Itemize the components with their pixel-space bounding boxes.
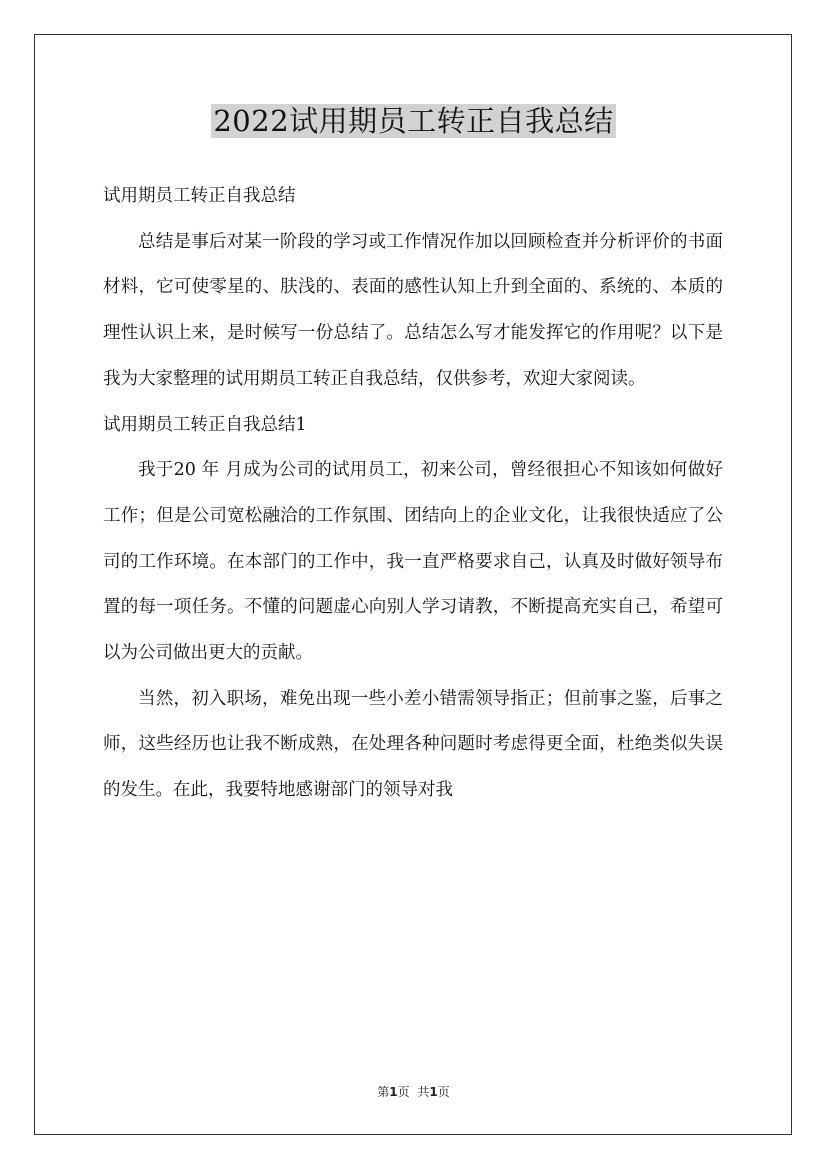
body-paragraph: 当然，初入职场，难免出现一些小差小错需领导指正；但前事之鉴，后事之师，这些经历也让我不断成熟，在处理各种问题时考虑得更全面，杜绝类似失误的发生。在此，我要特地感谢部门的领导对我 bbox=[103, 688, 723, 801]
total-prefix: 共 bbox=[417, 1085, 430, 1099]
page-prefix: 第 bbox=[377, 1085, 390, 1099]
page-number: 1 bbox=[389, 1085, 398, 1099]
total-suffix: 页 bbox=[437, 1085, 450, 1099]
body-paragraph: 我于20 年 月成为公司的试用员工，初来公司，曾经很担心不知该如何做好工作；但是公司宽松融洽的工作氛围、团结向上的企业文化，让我很快适应了公司的工作环境。在本部门的工作中，我一直严格要求自己，认真及时做好领导布置的每一项任务。不懂的问题虚心向别人学习请教，不断提高充实自己，希望可以为公司做出更大的贡献。 bbox=[103, 460, 723, 664]
page-footer bbox=[0, 1083, 827, 1100]
document-title bbox=[0, 101, 827, 141]
document-title-text: 2022试用期员工转正自我总结 bbox=[213, 104, 614, 138]
section-heading: 试用期员工转正自我总结1 bbox=[103, 414, 307, 435]
total-pages: 1 bbox=[429, 1085, 438, 1099]
section-heading: 试用期员工转正自我总结 bbox=[103, 186, 296, 206]
page-suffix: 页 bbox=[397, 1085, 410, 1099]
document-body bbox=[103, 174, 723, 814]
body-paragraph: 总结是事后对某一阶段的学习或工作情况作加以回顾检查并分析评价的书面材料，它可使零星的、肤浅的、表面的感性认知上升到全面的、系统的、本质的理性认识上来，是时候写一份总结了。总结怎么写才能发挥它的作用呢？以下是我为大家整理的试用期员工转正自我总结，仅供参考，欢迎大家阅读。 bbox=[103, 231, 723, 389]
